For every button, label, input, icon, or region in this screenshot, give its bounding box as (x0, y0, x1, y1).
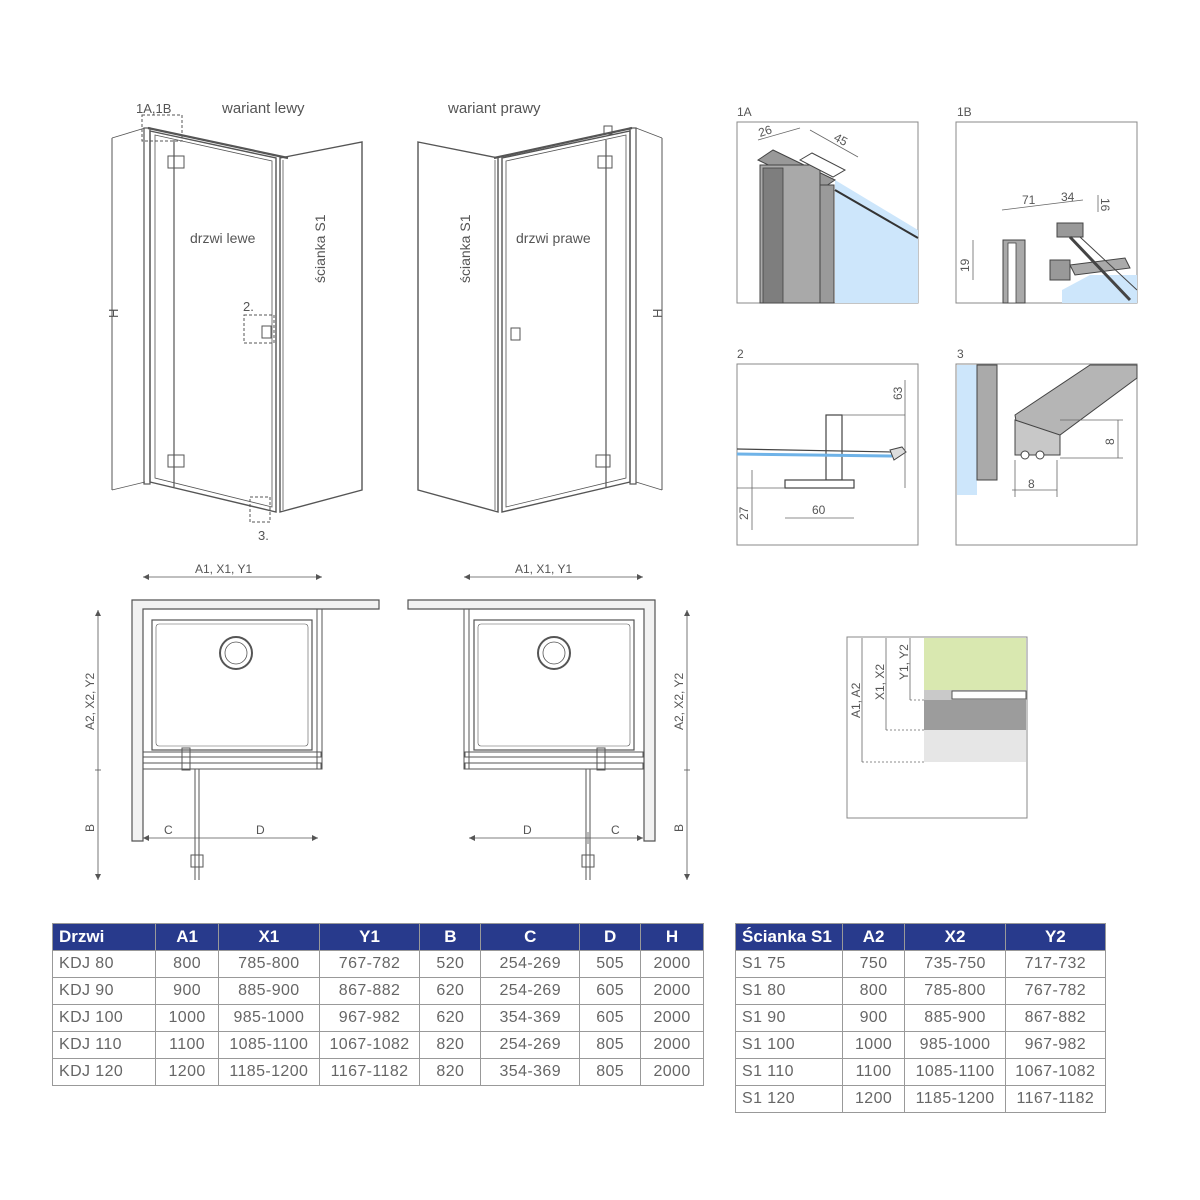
wall-dim-y: Y1, Y2 (897, 644, 911, 680)
table-cell: 1167-1182 (1005, 1086, 1105, 1113)
table-cell: S1 80 (736, 978, 843, 1005)
column-header: Y1 (319, 924, 420, 951)
table-row (53, 1032, 704, 1059)
table-cell: 985-1000 (905, 1032, 1005, 1059)
table-cell: 1100 (842, 1059, 905, 1086)
table-row (53, 1059, 704, 1086)
left-handle (262, 326, 271, 338)
detail-1b (956, 105, 1137, 303)
table-cell: 2000 (641, 978, 704, 1005)
table-cell: 767-782 (319, 951, 420, 978)
detail-2-dim-63: 63 (891, 386, 905, 400)
column-header: C (481, 924, 580, 951)
wall-dim-a: A1, A2 (849, 682, 863, 718)
detail-3-dim-8-vertical: 8 (1103, 438, 1117, 445)
left-panel-label: ścianka S1 (312, 214, 328, 283)
left-plan-b-dim: B (83, 823, 97, 832)
table-cell: 254-269 (481, 1032, 580, 1059)
table-header-row (53, 924, 704, 951)
table-cell: 620 (420, 1005, 481, 1032)
right-plan-view (408, 562, 690, 880)
table-row (53, 1005, 704, 1032)
table-cell: KDJ 100 (53, 1005, 156, 1032)
column-header: B (420, 924, 481, 951)
panel-dimension-table (735, 923, 1106, 1113)
left-hinge-top (168, 156, 184, 168)
detail-1b-title: 1B (957, 105, 972, 119)
column-header: D (580, 924, 641, 951)
column-header: X1 (219, 924, 320, 951)
detail-1b-dim-71: 71 (1022, 193, 1036, 207)
table-cell: 805 (580, 1059, 641, 1086)
left-variant-elevation (106, 100, 362, 543)
left-door-label: drzwi lewe (190, 230, 256, 246)
detail-1a-title: 1A (737, 105, 752, 119)
table-cell: 985-1000 (219, 1005, 320, 1032)
table-cell: 767-782 (1005, 978, 1105, 1005)
table-row (53, 951, 704, 978)
right-plan-side-dim: A2, X2, Y2 (672, 672, 686, 730)
left-plan-view (83, 562, 379, 880)
table-cell: 520 (420, 951, 481, 978)
right-h-label: H (650, 308, 665, 318)
table-row (736, 1005, 1106, 1032)
table-cell: 900 (156, 978, 219, 1005)
detail-1b-dim-19: 19 (958, 258, 972, 272)
left-plan-side-dim: A2, X2, Y2 (83, 672, 97, 730)
detail-2 (737, 347, 918, 545)
table-cell: 1167-1182 (319, 1059, 420, 1086)
column-header: X2 (905, 924, 1005, 951)
table-cell: 1000 (842, 1032, 905, 1059)
table-cell: 885-900 (905, 1005, 1005, 1032)
table-cell: 805 (580, 1032, 641, 1059)
table-row (736, 1086, 1106, 1113)
table-cell: 820 (420, 1032, 481, 1059)
detail-3-dim-8-horizontal: 8 (1028, 477, 1035, 491)
table-cell: 967-982 (1005, 1032, 1105, 1059)
table-row (736, 1059, 1106, 1086)
table-cell: 900 (842, 1005, 905, 1032)
table-cell: 605 (580, 1005, 641, 1032)
callout-2-label: 2. (243, 299, 254, 314)
table-cell: 2000 (641, 951, 704, 978)
table-cell: KDJ 90 (53, 978, 156, 1005)
doors-dimension-table (52, 923, 704, 1086)
right-plan-top-dim: A1, X1, Y1 (515, 562, 573, 576)
table-cell: 1200 (842, 1086, 905, 1113)
table-cell: KDJ 120 (53, 1059, 156, 1086)
table-row (736, 978, 1106, 1005)
table-cell: 1067-1082 (319, 1032, 420, 1059)
right-panel-label: ścianka S1 (457, 214, 473, 283)
left-variant-title: wariant lewy (222, 100, 305, 117)
column-header: Ścianka S1 (736, 924, 843, 951)
wall-dimension-detail (847, 637, 1027, 818)
table-cell: 620 (420, 978, 481, 1005)
table-cell: 254-269 (481, 978, 580, 1005)
column-header: Y2 (1005, 924, 1105, 951)
table-row (736, 951, 1106, 978)
detail-2-title: 2 (737, 347, 744, 361)
table-cell: 785-800 (219, 951, 320, 978)
column-header: A1 (156, 924, 219, 951)
table-cell: 1085-1100 (905, 1059, 1005, 1086)
detail-1a-dim-26: 26 (756, 122, 774, 140)
detail-1a-dim-45: 45 (831, 130, 850, 149)
column-header: A2 (842, 924, 905, 951)
table-cell: 354-369 (481, 1005, 580, 1032)
right-hinge-bottom (596, 455, 610, 467)
table-cell: 735-750 (905, 951, 1005, 978)
table-cell: 717-732 (1005, 951, 1105, 978)
right-plan-c-dim: C (611, 823, 620, 837)
table-cell: 885-900 (219, 978, 320, 1005)
right-plan-d-dim: D (523, 823, 532, 837)
table-cell: 1100 (156, 1032, 219, 1059)
table-header-row (736, 924, 1106, 951)
left-plan-d-dim: D (256, 823, 265, 837)
table-cell: 1085-1100 (219, 1032, 320, 1059)
detail-3 (956, 347, 1137, 545)
table-cell: S1 75 (736, 951, 843, 978)
right-variant-elevation (418, 100, 665, 512)
table-cell: S1 90 (736, 1005, 843, 1032)
detail-1b-dim-34: 34 (1061, 190, 1075, 204)
table-cell: S1 110 (736, 1059, 843, 1086)
table-cell: 750 (842, 951, 905, 978)
table-cell: 2000 (641, 1032, 704, 1059)
right-shower-tray (474, 620, 634, 750)
table-cell: 785-800 (905, 978, 1005, 1005)
detail-1b-dim-16: 16 (1098, 198, 1112, 212)
table-cell: 800 (156, 951, 219, 978)
table-cell: S1 120 (736, 1086, 843, 1113)
left-shower-tray (152, 620, 312, 750)
table-cell: KDJ 110 (53, 1032, 156, 1059)
table-cell: 800 (842, 978, 905, 1005)
left-hinge-bottom (168, 455, 184, 467)
detail-3-title: 3 (957, 347, 964, 361)
callout-3-label: 3. (258, 528, 269, 543)
detail-1a (737, 105, 918, 303)
right-hinge-top (598, 156, 612, 168)
left-fixed-panel (280, 142, 362, 512)
table-cell: 254-269 (481, 951, 580, 978)
column-header: H (641, 924, 704, 951)
table-cell: 354-369 (481, 1059, 580, 1086)
detail-2-dim-60: 60 (812, 503, 826, 517)
left-plan-top-dim: A1, X1, Y1 (195, 562, 253, 576)
callout-1a1b-label: 1A,1B (136, 101, 172, 116)
table-cell: 1185-1200 (905, 1086, 1005, 1113)
table-cell: 1000 (156, 1005, 219, 1032)
table-cell: 820 (420, 1059, 481, 1086)
right-variant-title: wariant prawy (448, 100, 541, 117)
table-cell: 1185-1200 (219, 1059, 320, 1086)
table-cell: 2000 (641, 1005, 704, 1032)
table-row (736, 1032, 1106, 1059)
right-fixed-panel (418, 142, 498, 512)
wall-dim-x: X1, X2 (873, 663, 887, 700)
right-handle (511, 328, 520, 340)
table-cell: 505 (580, 951, 641, 978)
table-cell: 1067-1082 (1005, 1059, 1105, 1086)
left-h-label: H (106, 308, 121, 318)
right-plan-b-dim: B (672, 823, 686, 832)
column-header: Drzwi (53, 924, 156, 951)
table-cell: S1 100 (736, 1032, 843, 1059)
table-cell: 605 (580, 978, 641, 1005)
right-door-label: drzwi prawe (516, 230, 591, 246)
table-cell: 2000 (641, 1059, 704, 1086)
table-row (53, 978, 704, 1005)
table-cell: 867-882 (319, 978, 420, 1005)
right-door-panel (502, 131, 630, 512)
table-cell: 967-982 (319, 1005, 420, 1032)
left-plan-c-dim: C (164, 823, 173, 837)
table-cell: 867-882 (1005, 1005, 1105, 1032)
detail-2-dim-27: 27 (737, 506, 751, 520)
table-cell: 1200 (156, 1059, 219, 1086)
table-cell: KDJ 80 (53, 951, 156, 978)
callout-2-box (244, 315, 274, 343)
